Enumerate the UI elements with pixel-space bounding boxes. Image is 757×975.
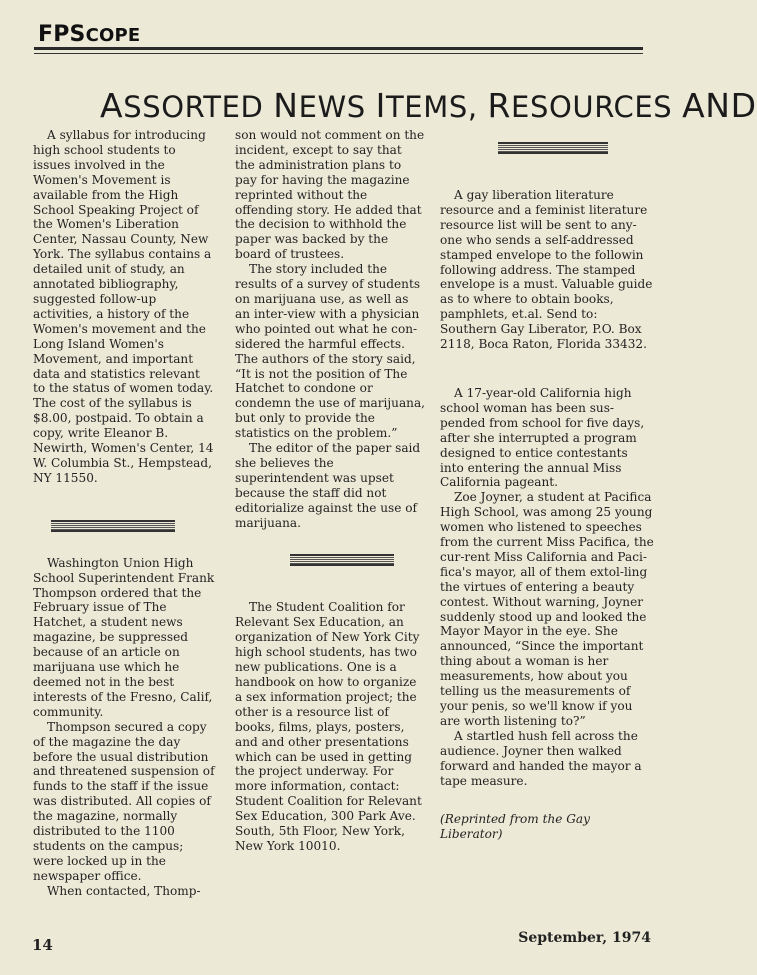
headline-initial-3: I [375, 86, 386, 125]
masthead-rule-thin [34, 53, 643, 54]
masthead-rule-thick [34, 47, 643, 50]
headline-initial-1: A [100, 86, 124, 125]
coalition-paragraph: The Student Coalition for Relevant Sex Education, an organization of New York City high school students, has two new publications. One is a handbook on how to organize a sex information project; the other is a resource list of books, films, plays, posters, and and other presentations which can be used in getting the project underway. For more information, contact: Student Coalition for Relevant Sex Education, 300 Park Ave. South, 5th Floor, New York, New York 10010. [235, 600, 422, 853]
hatchet-paragraph-4: son would not comment on the incident, except to say that the administration plans to pay for having the magazine reprinted without the offending story. He added that the decision to withhold the paper was backed by the board of trustees. [235, 128, 425, 262]
headline-word-2: EWS [298, 90, 366, 124]
joyner-paragraph-1: A 17-year-old California high school woman has been sus-pended from school for five days, after she interrupted a program designed to entice contestants into entering the annual Miss California pageant. [440, 385, 645, 490]
masthead-main: FPS [38, 22, 86, 47]
masthead-title [38, 22, 140, 47]
issue-date: September, 1974 [518, 930, 651, 946]
headline-word-4: ESOURCES [511, 90, 673, 124]
headline-initial-4: R [487, 86, 512, 125]
column-3 [440, 128, 655, 842]
joyner-paragraph-3: A startled hush fell across the audience. Joyner then walked forward and handed the mayor a tape measure. [440, 728, 642, 788]
hatchet-paragraph-1: Washington Union High School Superintendent Frank Thompson ordered that the February issue of The Hatchet, a student news magazine, be suppressed because of an article on marijuana use which he deemed not in the best interests of the Fresno, Calif, community. [33, 555, 215, 719]
syllabus-paragraph: A syllabus for introducing high school students to issues involved in the Women's Movement is available from the High School Speaking Project of the Women's Liberation Center, Nassau County, New York. The syllabus contains a detailed unit of study, an annotated bibliography, suggested follow-up activities, a history of the Women's movement and the Long Island Women's Movement, and important data and statistics relevant to the status of women today. The cost of the syllabus is $8.00, postpaid. To obtain a copy, write Eleanor B. Newirth, Women's Center, 14 W. Columbia St., Hempstead, NY 11550. [33, 128, 214, 485]
hatchet-paragraph-5: The story included the results of a survey of students on marijuana use, as well as an inter-view with a physician who pointed out what he con-sidered the harmful effects. The authors of the story said, “It is not the position of The Hatchet to condone or condemn the use of marijuana, but only to provide the statistics on the problem.” [235, 262, 426, 441]
article-headline [100, 86, 757, 125]
section-divider [498, 142, 608, 154]
headline-word-3: TEMS, [385, 90, 478, 124]
column-1 [33, 128, 215, 899]
section-divider [290, 554, 394, 566]
reprint-credit: (Reprinted from the Gay Liberator) [440, 812, 590, 842]
headline-word-1: SSORTED [123, 90, 264, 124]
masthead-small: COPE [85, 25, 141, 46]
column-2 [235, 128, 425, 854]
hatchet-paragraph-6: The editor of the paper said she believes the superintendent was upset because the staff did not editorialize against the use of marijuana. [235, 441, 421, 530]
joyner-paragraph-2: Zoe Joyner, a student at Pacifica High School, was among 25 young women who listened to speeches from the current Miss Pacifica, the cur-rent Miss California and Paci-fica's mayor, all of them extol-ling the virtues of entering a beauty contest. Without warning, Joyner suddenly stood up and looked the Mayor Mayor in the eye. She announced, “Since the important thing about a woman is her measurements, how about you telling us the measurements of your penis, so we'll know if you are worth listening to?” [440, 490, 654, 728]
hatchet-paragraph-3: When contacted, Thomp- [47, 883, 201, 898]
hatchet-paragraph-2: Thompson secured a copy of the magazine the day before the usual distribution and threatened suspension of funds to the staff if the issue was distributed. All copies of the magazine, normally distributed to the 1100 students on the campus; were locked up in the newspaper office. [33, 719, 215, 883]
headline-initial-2: N [273, 86, 299, 125]
headline-word-5: AND [682, 86, 757, 125]
gay-lib-paragraph: A gay liberation literature resource and a feminist literature resource list will be sent to any-one who sends a self-addressed stamped envelope to the followin following address. The stamped envelope is a must. Valuable guide as to where to obtain books, pamphlets, et.al. Send to: Southern Gay Liberator, P.O. Box 2118, Boca Raton, Florida 33432. [440, 188, 653, 352]
section-divider [51, 520, 175, 532]
page-number: 14 [32, 936, 53, 954]
